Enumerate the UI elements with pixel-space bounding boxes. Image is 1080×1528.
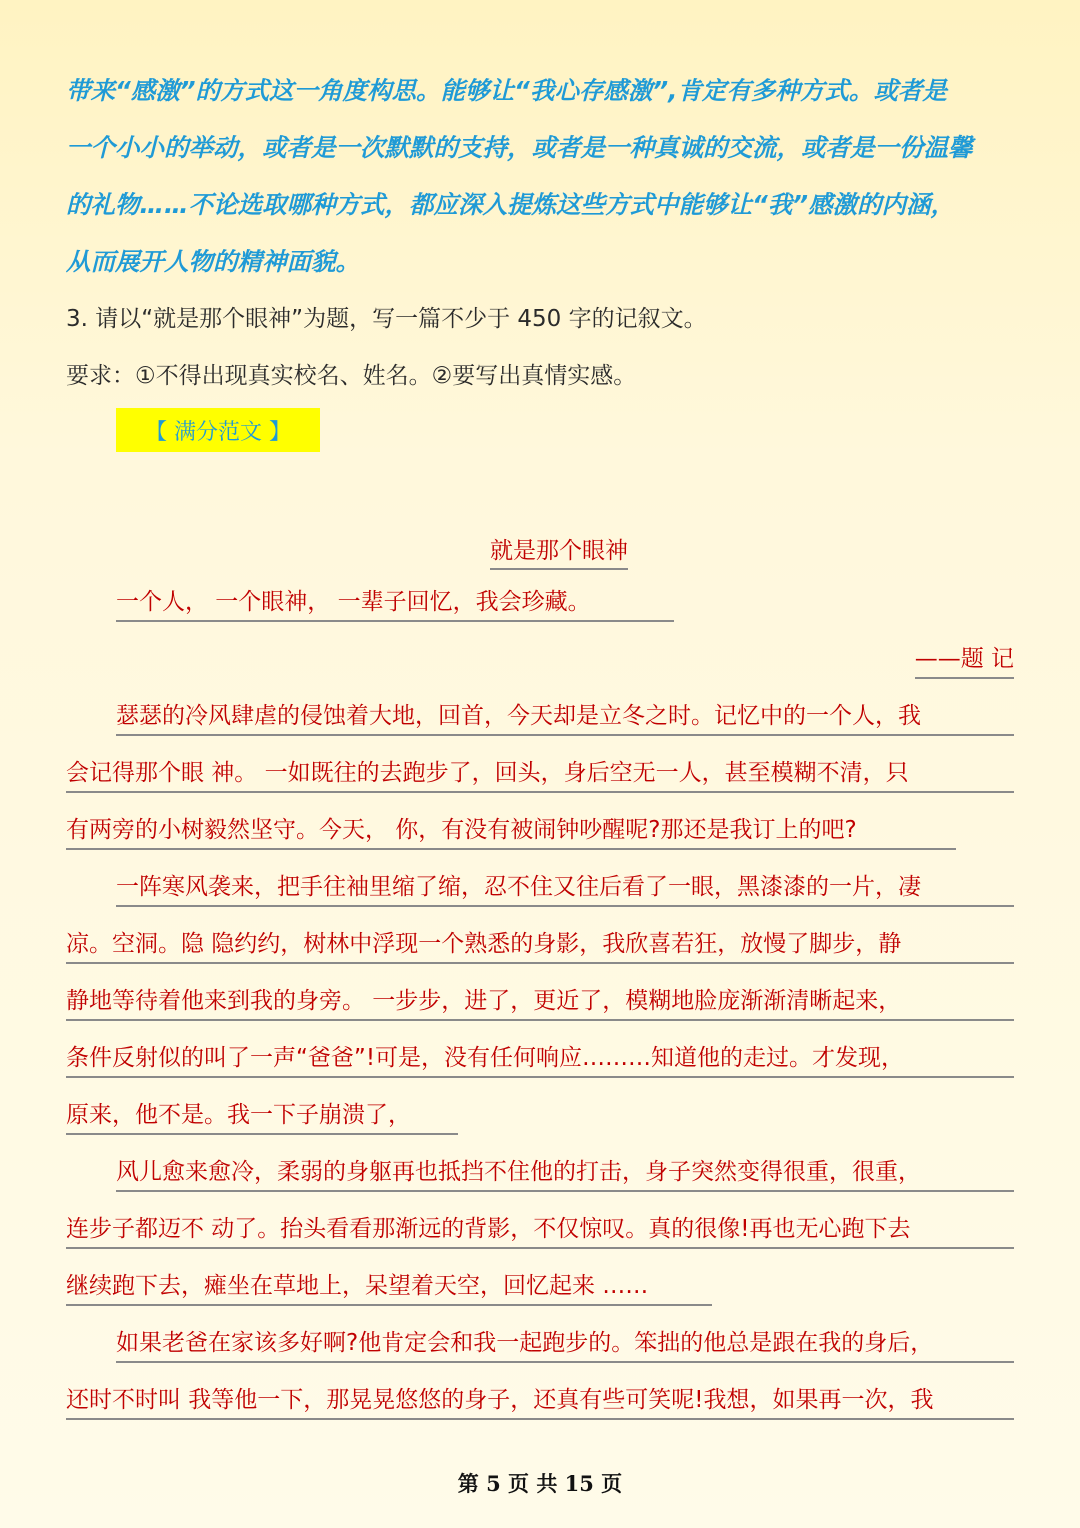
essay-line: 风儿愈来愈冷，柔弱的身躯再也抵挡不住他的打击，身子突然变得很重，很重， xyxy=(116,1159,1014,1192)
essay-line: 还时不时叫 我等他一下，那晃晃悠悠的身子，还真有些可笑呢!我想，如果再一次，我 xyxy=(66,1387,1014,1420)
question-prompt: 3. 请以“就是那个眼神”为题，写一篇不少于 450 字的记叙文。 xyxy=(66,306,707,332)
intro-line-4: 从而展开人物的精神面貌。 xyxy=(66,247,360,276)
intro-line-1: 带来“感激”的方式这一角度构思。能够让“我心存感激”,肯定有多种方式。或者是 xyxy=(66,76,947,105)
essay-line: 一阵寒风袭来，把手往袖里缩了缩，忍不住又往后看了一眼，黑漆漆的一片，凄 xyxy=(116,874,1014,907)
intro-line-3: 的礼物……不论选取哪种方式，都应深入提炼这些方式中能够让“我”感激的内涵， xyxy=(66,190,956,219)
essay-line: 条件反射似的叫了一声“爸爸”!可是，没有任何响应………知道他的走过。才发现， xyxy=(66,1045,1014,1078)
epigraph: 一个人， 一个眼神， 一辈子回忆，我会珍藏。 xyxy=(116,589,674,622)
essay-line: 凉。空洞。隐 隐约约，树林中浮现一个熟悉的身影，我欣喜若狂，放慢了脚步，静 xyxy=(66,931,1014,964)
model-essay-badge: 【 满分范文 】 xyxy=(116,408,320,452)
essay-line: 会记得那个眼 神。 一如既往的去跑步了，回头，身后空无一人，甚至模糊不清，只 xyxy=(66,760,1014,793)
essay-line: 有两旁的小树毅然坚守。今天， 你，有没有被闹钟吵醒呢?那还是我订上的吧? xyxy=(66,817,956,850)
essay-title: 就是那个眼神 xyxy=(490,532,628,570)
epigraph-author: ——题 记 xyxy=(915,646,1014,679)
essay-line: 瑟瑟的冷风肆虐的侵蚀着大地，回首，今天却是立冬之时。记忆中的一个人，我 xyxy=(116,703,1014,736)
essay-line: 原来，他不是。我一下子崩溃了， xyxy=(66,1102,458,1135)
question-requirement: 要求：①不得出现真实校名、姓名。②要写出真情实感。 xyxy=(66,363,637,389)
essay-line: 连步子都迈不 动了。抬头看看那渐远的背影，不仅惊叹。真的很像!再也无心跑下去 xyxy=(66,1216,1014,1249)
page-footer: 第 5 页 共 15 页 xyxy=(457,1471,623,1496)
essay-line: 如果老爸在家该多好啊?他肯定会和我一起跑步的。笨拙的他总是跟在我的身后， xyxy=(116,1330,1014,1363)
essay-line: 静地等待着他来到我的身旁。 一步步，进了，更近了，模糊地脸庞渐渐清晰起来， xyxy=(66,988,1014,1021)
essay-line: 继续跑下去，瘫坐在草地上，呆望着天空，回忆起来 …… xyxy=(66,1273,712,1306)
intro-line-2: 一个小小的举动，或者是一次默默的支持，或者是一种真诚的交流，或者是一份温馨 xyxy=(66,133,973,162)
